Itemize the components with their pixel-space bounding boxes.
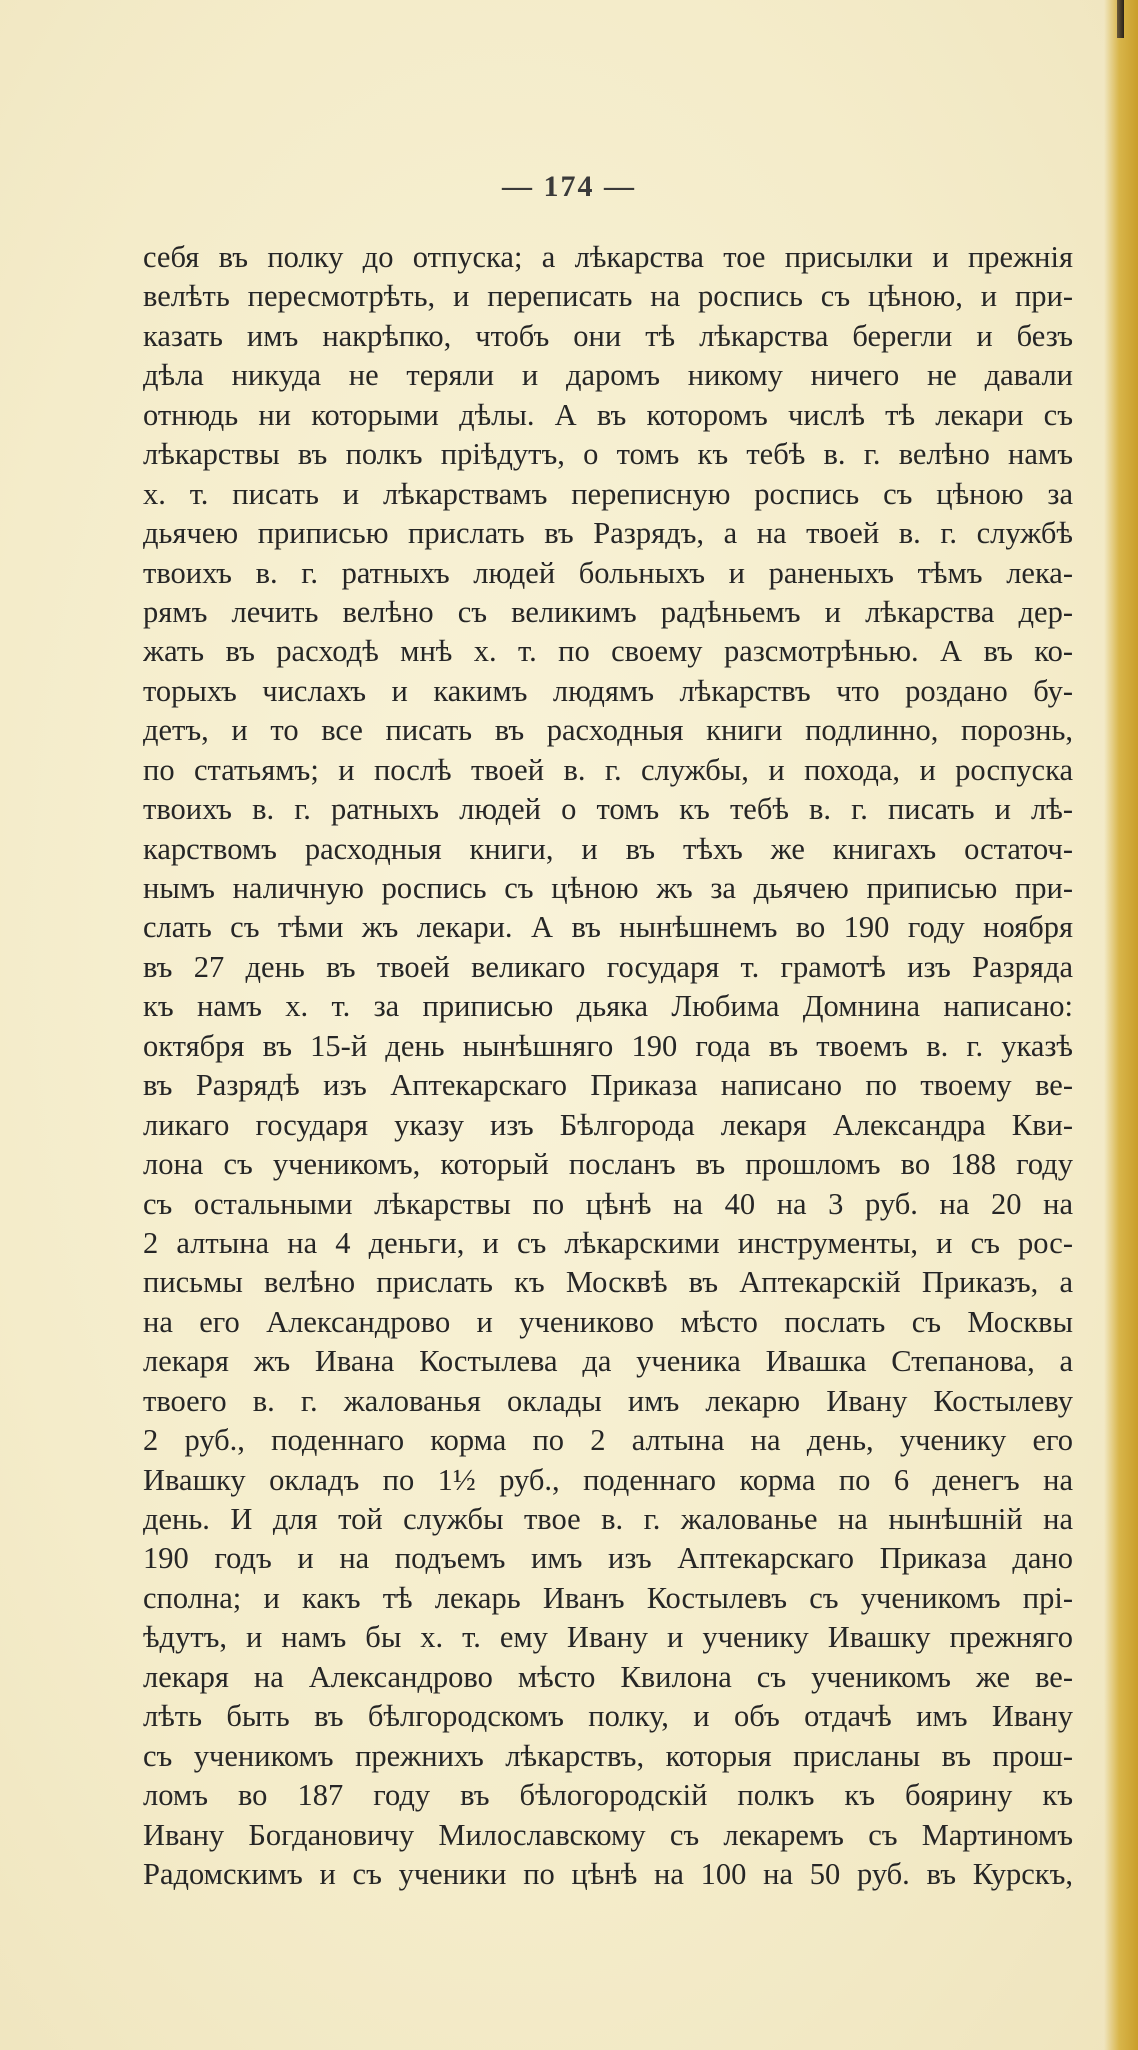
text-line: лона съ ученикомъ, который посланъ въ прошломъ во 188 году [143,1147,1073,1182]
text-line: себя въ полку до отпуска; а лѣкарства тое присылки и прежнія [143,240,1073,274]
text-line: Ивашку окладъ по 1½ руб., поденнаго корма по 6 денегъ на [143,1462,1073,1497]
text-line: казать имъ накрѣпко, чтобъ они тѣ лѣкарства берегли и безъ [143,318,1073,353]
page-edge-mark [1117,0,1124,38]
page-number: — 174 — [502,170,636,203]
text-line: письмы велѣно прислать къ Москвѣ въ Аптекарскій Приказъ, а [143,1265,1073,1300]
text-line: лѣкарствы въ полкъ пріѣдутъ, о томъ къ тебѣ в. г. велѣно намъ [143,437,1073,472]
text-line: слать съ тѣми жъ лекари. А въ нынѣшнемъ во 190 году ноября [143,910,1073,945]
text-line: сполна; и какъ тѣ лекарь Иванъ Костылевъ съ ученикомъ прі- [143,1580,1073,1615]
text-line: день. И для той службы твое в. г. жалованье на нынѣшній на [143,1502,1073,1536]
text-line: лѣть быть въ бѣлгородскомъ полку, и объ отдачѣ имъ Ивану [143,1699,1073,1734]
text-line: ломъ во 187 году въ бѣлогородскій полкъ къ боярину къ [143,1778,1073,1813]
text-line: дьячею приписью прислать въ Разрядъ, а на твоей в. г. службѣ [143,516,1073,551]
text-line: лекаря жъ Ивана Костылева да ученика Ивашка Степанова, а [143,1344,1073,1379]
text-line: ѣдутъ, и намъ бы х. т. ему Ивану и ученику Ивашку прежняго [143,1620,1073,1655]
text-line: октября въ 15-й день нынѣшняго 190 года въ твоемъ в. г. указѣ [143,1028,1073,1063]
text-line: съ остальными лѣкарствы по цѣнѣ на 40 на 3 руб. на 20 на [143,1186,1073,1221]
text-line: отнюдь ни которыми дѣлы. А въ которомъ числѣ тѣ лекари съ [143,397,1073,432]
text-line: въ Разрядѣ изъ Аптекарскаго Приказа написано по твоему ве- [143,1068,1073,1103]
body-text [143,238,1073,1894]
text-line: твоихъ в. г. ратныхъ людей о томъ къ тебѣ в. г. писать и лѣ- [143,792,1073,827]
text-line: 190 годъ и на подъемъ имъ изъ Аптекарскаго Приказа дано [143,1541,1073,1576]
text-line: Радомскимъ и съ ученики по цѣнѣ на 100 на 50 руб. въ Курскъ, [143,1856,1073,1891]
text-line: дѣла никуда не теряли и даромъ никому ничего не давали [143,358,1073,393]
text-line: твоего в. г. жалованья оклады имъ лекарю Ивану Костылеву [143,1383,1073,1418]
text-line: на его Александрово и учениково мѣсто послать съ Москвы [143,1304,1073,1339]
text-line: по статьямъ; и послѣ твоей в. г. службы, и похода, и роспуска [143,752,1073,787]
text-line: рямъ лечить велѣно съ великимъ радѣньемъ и лѣкарства дер- [143,594,1073,629]
text-line: 2 алтына на 4 деньги, и съ лѣкарскими инструменты, и съ рос- [143,1225,1073,1260]
page-edge-shadow [1104,0,1138,2050]
text-line: х. т. писать и лѣкарствамъ переписную роспись съ цѣною за [143,476,1073,511]
text-line: жать въ расходѣ мнѣ х. т. по своему разсмотрѣнью. А въ ко- [143,634,1073,669]
text-line: 2 руб., поденнаго корма по 2 алтына на день, ученику его [143,1423,1073,1458]
text-line: твоихъ в. г. ратныхъ людей больныхъ и раненыхъ тѣмъ лека- [143,555,1073,590]
text-line: въ 27 день въ твоей великаго государя т. грамотѣ изъ Разряда [143,949,1073,984]
text-line: детъ, и то все писать въ расходныя книги подлинно, порознь, [143,713,1073,748]
text-line: велѣть пересмотрѣть, и переписать на роспись съ цѣною, и при- [143,279,1073,314]
text-line: нымъ наличную роспись съ цѣною жъ за дьячею приписью при- [143,871,1073,905]
text-line: лекаря на Александрово мѣсто Квилона съ ученикомъ же ве- [143,1659,1073,1694]
text-line: Ивану Богдановичу Милославскому съ лекаремъ съ Мартиномъ [143,1817,1073,1852]
text-line: ликаго государя указу изъ Бѣлгорода лекаря Александра Кви- [143,1107,1073,1142]
text-line: карствомъ расходныя книги, и въ тѣхъ же книгахъ остаточ- [143,831,1073,866]
text-line: къ намъ х. т. за приписью дьяка Любима Домнина написано: [143,989,1073,1024]
text-line: торыхъ числахъ и какимъ людямъ лѣкарствъ что роздано бу- [143,673,1073,708]
text-line: съ ученикомъ прежнихъ лѣкарствъ, которыя присланы въ прош- [143,1738,1073,1773]
